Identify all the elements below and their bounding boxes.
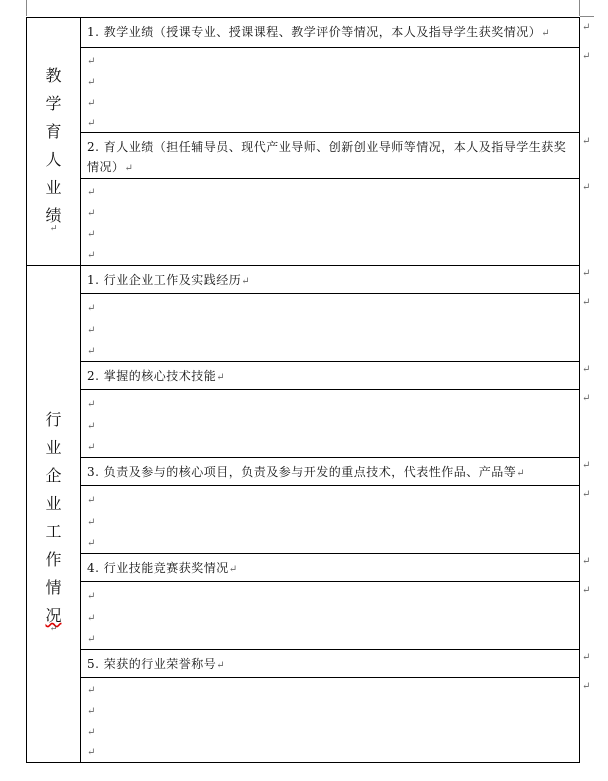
paragraph-mark: ↵ (124, 163, 134, 174)
item-heading-text: 2. 育人业绩（担任辅导员、现代产业导师、创新创业导师等情况，本人及指导学生获奖情况） (87, 140, 567, 174)
paragraph-mark: ↵ (87, 634, 96, 645)
side-char: 业 (45, 494, 62, 513)
item-heading-text: 3. 负责及参与的核心项目，负责及参与开发的重点技术，代表性作品、产品等 (87, 465, 517, 479)
row-end-mark: ↵ (582, 681, 591, 692)
item-heading[interactable] (81, 266, 579, 294)
item-body[interactable] (81, 678, 579, 760)
side-char: 教 (45, 66, 62, 85)
industry-section (27, 266, 579, 762)
teaching-section-label (27, 18, 81, 265)
paragraph-mark: ↵ (87, 303, 96, 314)
side-char: 育 (45, 122, 62, 141)
side-char: 业 (45, 438, 62, 457)
crop-mark-right (579, 0, 580, 16)
paragraph-mark: ↵ (87, 77, 96, 88)
item-body[interactable] (81, 486, 579, 554)
item-heading[interactable] (81, 650, 579, 678)
paragraph-mark: ↵ (228, 564, 238, 575)
side-char: 人 (45, 150, 62, 169)
paragraph-mark: ↵ (49, 624, 58, 634)
paragraph-mark: ↵ (216, 372, 226, 383)
paragraph-mark: ↵ (87, 118, 96, 129)
side-char: 企 (45, 466, 62, 485)
row-end-mark: ↵ (582, 182, 591, 193)
paragraph-mark: ↵ (87, 250, 96, 261)
crop-mark-right-h (580, 16, 594, 17)
item-heading-text: 2. 掌握的核心技术技能 (87, 369, 217, 383)
item-heading[interactable] (81, 362, 579, 390)
item-heading[interactable] (81, 458, 579, 486)
paragraph-mark: ↵ (87, 56, 96, 67)
paragraph-mark: ↵ (87, 208, 96, 219)
paragraph-mark: ↵ (87, 495, 96, 506)
item-body[interactable] (81, 48, 579, 133)
item-heading[interactable] (81, 18, 579, 48)
paragraph-mark: ↵ (87, 399, 96, 410)
item-heading[interactable] (81, 133, 579, 179)
side-char: 情 (45, 578, 62, 597)
row-end-mark: ↵ (582, 268, 591, 279)
paragraph-mark: ↵ (87, 517, 96, 528)
paragraph-mark: ↵ (87, 685, 96, 696)
industry-section-label (27, 266, 81, 762)
paragraph-mark: ↵ (87, 538, 96, 549)
side-char: 行 (45, 410, 62, 429)
paragraph-mark: ↵ (87, 187, 96, 198)
paragraph-mark: ↵ (87, 706, 96, 717)
industry-content (81, 266, 579, 762)
side-char: 况 (45, 606, 62, 625)
side-char: 学 (45, 94, 62, 113)
row-end-mark: ↵ (582, 22, 591, 33)
item-body[interactable] (81, 582, 579, 650)
teaching-section (27, 18, 579, 266)
side-char: 工 (45, 522, 62, 541)
row-end-mark: ↵ (582, 652, 591, 663)
paragraph-mark: ↵ (87, 421, 96, 432)
paragraph-mark: ↵ (87, 747, 96, 758)
achievement-table (26, 17, 580, 763)
item-heading-text: 4. 行业技能竞赛获奖情况 (87, 561, 229, 575)
row-end-mark: ↵ (582, 489, 591, 500)
row-end-mark: ↵ (582, 585, 591, 596)
paragraph-mark: ↵ (541, 28, 551, 39)
paragraph-mark: ↵ (87, 613, 96, 624)
row-end-mark: ↵ (582, 51, 591, 62)
row-end-mark: ↵ (582, 364, 591, 375)
paragraph-mark: ↵ (87, 442, 96, 453)
item-body[interactable] (81, 294, 579, 362)
paragraph-mark: ↵ (516, 468, 526, 479)
side-char: 绩 (45, 206, 62, 225)
paragraph-mark: ↵ (241, 276, 251, 287)
item-heading-text: 1. 教学业绩（授课专业、授课课程、教学评价等情况，本人及指导学生获奖情况） (87, 25, 542, 39)
paragraph-mark: ↵ (87, 346, 96, 357)
row-end-mark: ↵ (582, 460, 591, 471)
row-end-mark: ↵ (582, 297, 591, 308)
item-heading-text: 5. 荣获的行业荣誉称号 (87, 657, 217, 671)
paragraph-mark: ↵ (49, 224, 58, 234)
paragraph-mark: ↵ (87, 229, 96, 240)
row-end-mark: ↵ (582, 556, 591, 567)
row-end-mark: ↵ (582, 393, 591, 404)
paragraph-mark: ↵ (87, 591, 96, 602)
paragraph-mark: ↵ (216, 660, 226, 671)
item-heading[interactable] (81, 554, 579, 582)
side-char: 业 (45, 178, 62, 197)
paragraph-mark: ↵ (87, 727, 96, 738)
item-heading-text: 1. 行业企业工作及实践经历 (87, 273, 242, 287)
paragraph-mark: ↵ (87, 325, 96, 336)
row-end-mark: ↵ (582, 136, 591, 147)
side-char: 作 (45, 550, 62, 569)
crop-mark-left (26, 0, 27, 16)
item-body[interactable] (81, 390, 579, 458)
teaching-content (81, 18, 579, 265)
item-body[interactable] (81, 179, 579, 265)
paragraph-mark: ↵ (87, 98, 96, 109)
